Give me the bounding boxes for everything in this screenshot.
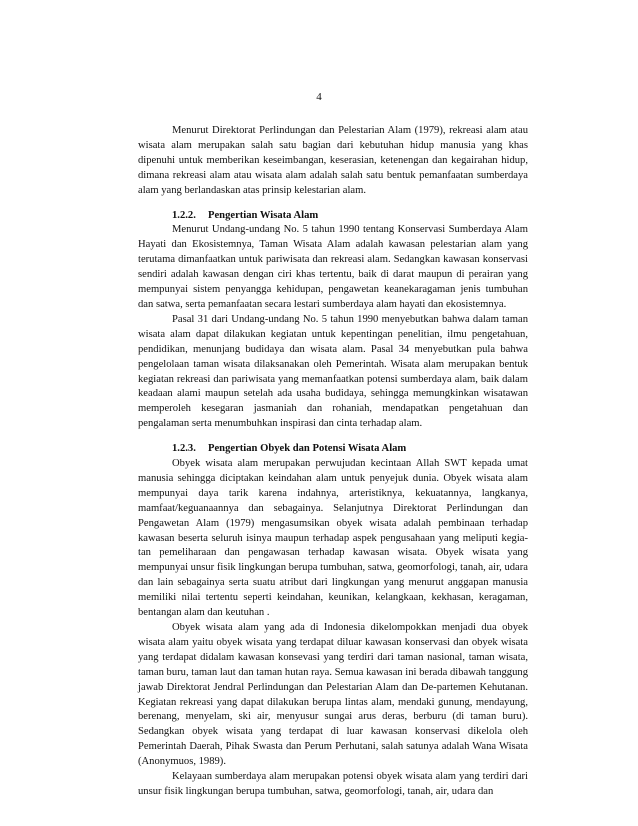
section-heading-wisata-alam xyxy=(138,209,528,224)
section-title: Pengertian Wisata Alam xyxy=(208,209,319,221)
intro-paragraph: Menurut Direktorat Perlindungan dan Pelestarian Alam (1979), rekreasi alam atau wisata alam merupakan salah satu bagian dari kebutuhan hidup manusia yang khas dipenuhi untuk memberikan keseimbangan, keserasian, ketenengan dan kegairahan hidup, dimana rekreasi alam atau wisata alam adalah salah satu bentuk pemanfaatan sumberdaya alam yang berlandaskan atas prinsip kelestarian alam. xyxy=(138,125,528,196)
section-number: 1.2.2. xyxy=(172,209,196,221)
body-paragraph: Kelayaan sumberdaya alam merupakan potensi obyek wisata alam yang terdiri dari unsur fisik lingkungan berupa tumbuhan, satwa, geomorfologi, tanah, air, udara dan xyxy=(138,771,528,797)
document-body xyxy=(138,124,528,800)
section-number: 1.2.3. xyxy=(172,443,196,455)
body-paragraph: Menurut Undang-undang No. 5 tahun 1990 tentang Konservasi Sumberdaya Alam Hayati dan Ekosistemnya, Taman Wisata Alam adalah kawasan pelestarian alam yang terutama dimanfaatkan untuk pariwisata dan rekreasi alam. Sedangkan kawasan konservasi sendiri adalah kawasan dengan ciri khas tertentu, baik di darat maupun di perairan yang mempunyai sistem penyangga kehidupan, pengawetan keanekaragaman jenis tumbuhan dan satwa, serta pemanfaatan secara lestari sumberdaya alam hayati dan ekosistemnya. xyxy=(138,224,528,310)
section-title: Pengertian Obyek dan Potensi Wisata Alam xyxy=(208,443,407,455)
section-heading-obyek-wisata xyxy=(138,442,528,457)
body-paragraph: Pasal 31 dari Undang-undang No. 5 tahun 1990 menyebutkan bahwa dalam taman wisata alam dapat dilakukan kegiatan untuk kepentingan penelitian, ilmu pengetahuan, pendidikan, menunjang budidaya dan wisata alam. Pasal 34 menyebutkan pula bahwa pengelolaan taman wisata dilaksanakan oleh Pemerintah. Wisata alam merupakan bentuk kegiatan rekreasi dan pariwisata yang memanfaatkan potensi sumberdaya alam, baik dalam keadaan alami maupun setelah ada usaha budidaya, sehingga memungkinkan wisatawan memperoleh kesegaran jasmaniah dan rohaniah, mendapatkan pengetahuan dan pengalaman serta menumbuhkan inspirasi dan cinta terhadap alam. xyxy=(138,313,528,430)
body-paragraph: Obyek wisata alam yang ada di Indonesia dikelompokkan menjadi dua obyek wisata alam yaitu obyek wisata yang terdapat diluar kawasan konservasi dan obyek wisata yang terdapat didalam kawasan konsevasi yang terdiri dari taman nasional, taman wisata, taman buru, taman laut dan taman hutan raya. Semua kawasan ini berada dibawah tanggung jawab Direktorat Jendral Perlindungan dan Pelestarian Alam dan De-partemen Kehutanan. Kegiatan rekreasi yang dapat dilakukan berupa lintas alam, mendaki gunung, mendayung, berenang, menyelam, ski air, menyusur sungai arus deras, berburu (di taman buru). Sedangkan obyek wisata yang terdapat di luar kawasan konservasi dikelola oleh Pemerintah Daerah, Pihak Swasta dan Perum Perhutani, salah satunya adalah Wana Wisata (Anonymuos, 1989). xyxy=(138,622,528,768)
page-number: 4 xyxy=(316,91,322,103)
body-paragraph: Obyek wisata alam merupakan perwujudan kecintaan Allah SWT kepada umat manusia sehingga diciptakan keindahan alam untuk penyejuk dunia. Obyek wisata alam mempunyai daya tarik karena indahnya, arteristiknya, kekuatannya, langkanya, mamfaat/keguanaannya dan sebagainya. Selanjutnya Direktorat Perlindungan dan Pengawetan Alam (1979) mengasumsikan obyek wisata adalah pembinaan terhadap kawasan beserta seluruh isinya maupun terhadap aspek pengusahaan yang meliputi kegia-tan pemeliharaan dan pengawasan terhadap kawasan wisata. Obyek wisata yang mempunyai unsur fisik lingkungan berupa tumbuhan, satwa, geomorfologi, tanah, air, udara dan lain sebagainya serta suatu atribut dari lingkungan yang menurut anggapan manusia memiliki nilai tertentu seperti keindahan, keunikan, kelangkaan, kekhasan, keragaman, bentangan alam dan keutuhan . xyxy=(138,458,528,619)
